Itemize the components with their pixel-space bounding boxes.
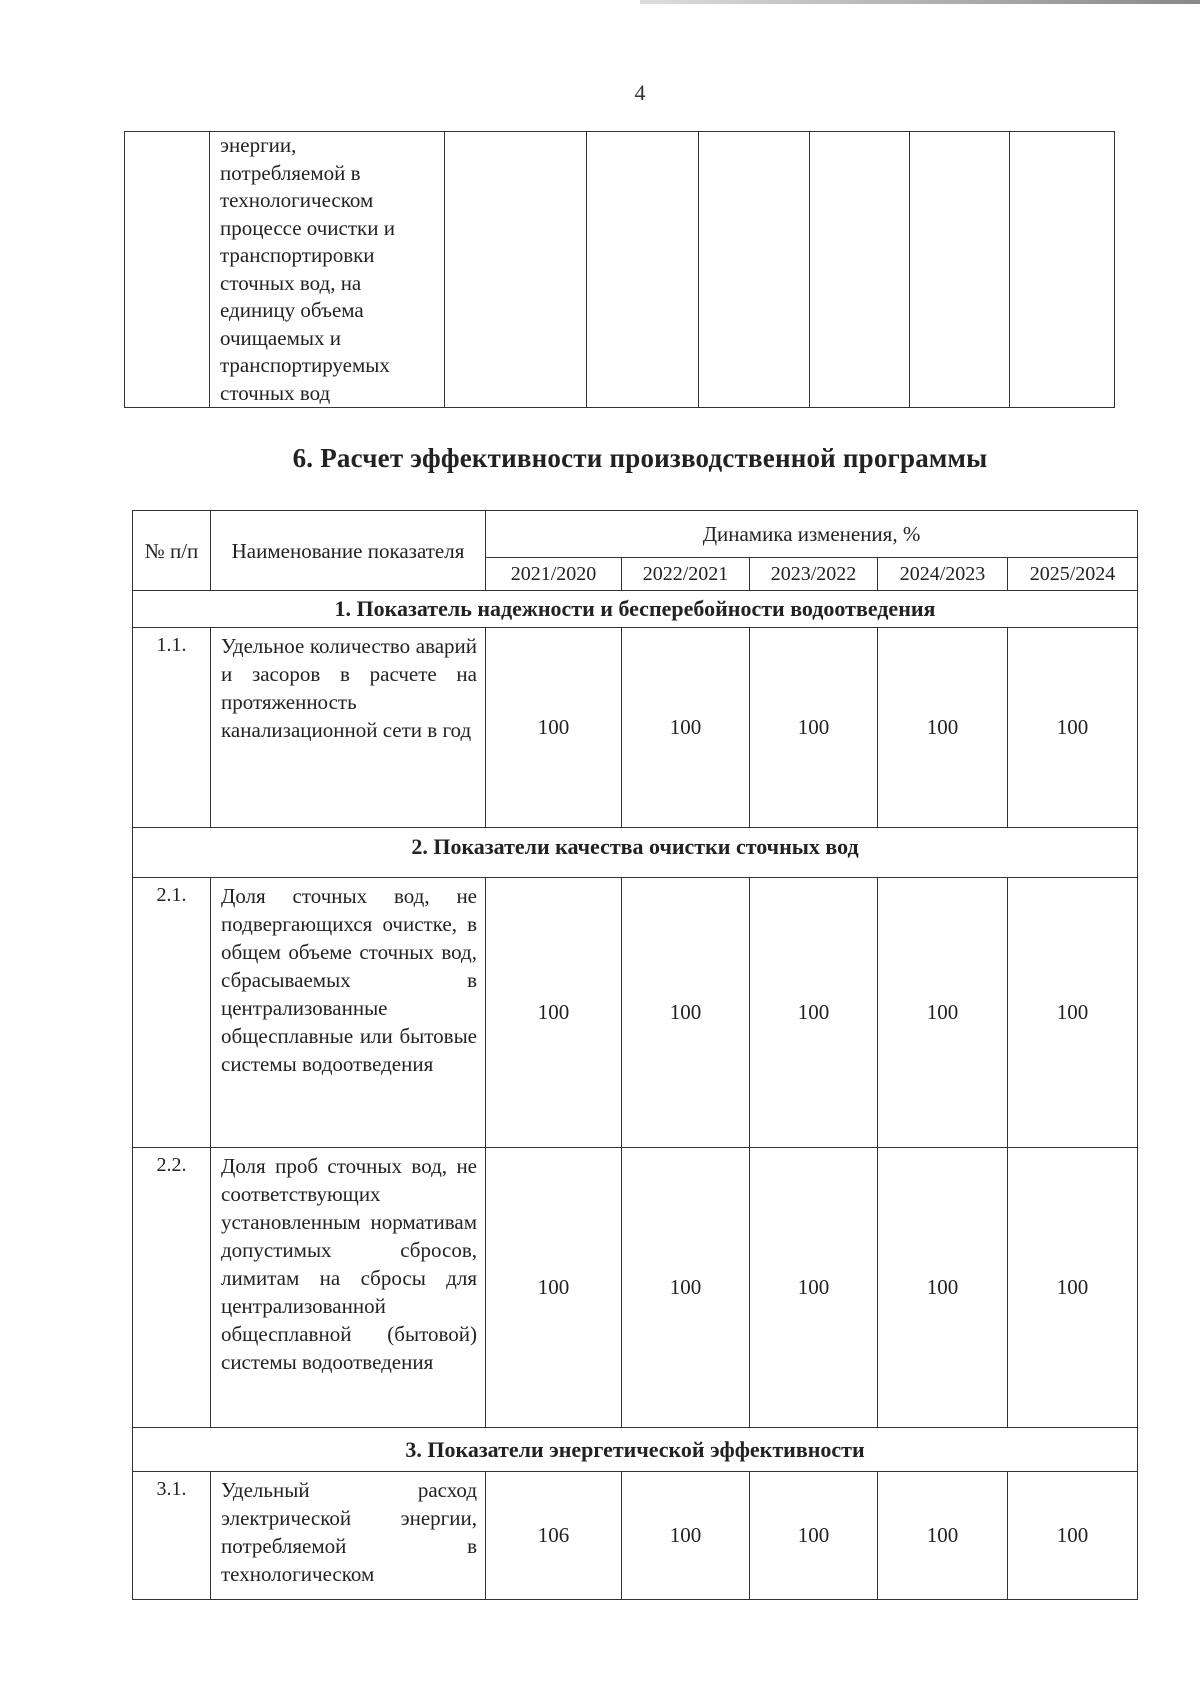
table-row	[133, 1148, 1138, 1428]
section-title: 6. Расчет эффективности производственной программы	[292, 443, 988, 473]
group-title: 1. Показатель надежности и бесперебойности водоотведения	[133, 591, 1138, 628]
carryover-name-line: очищаемых и	[220, 325, 341, 350]
carryover-name-line: транспортировки	[220, 243, 375, 267]
carryover-name-line: транспортируемых	[220, 353, 390, 377]
page-number: 4	[634, 80, 646, 105]
row-value: 100	[1008, 628, 1138, 828]
header-year: 2024/2023	[878, 558, 1008, 591]
row-value: 100	[878, 878, 1008, 1148]
carryover-row	[125, 132, 1115, 408]
group-row	[133, 828, 1138, 878]
carryover-name-line: сточных вод, на	[220, 270, 362, 295]
table-row	[133, 878, 1138, 1148]
row-value: 100	[1008, 1148, 1138, 1428]
row-value: 100	[750, 1148, 878, 1428]
row-value: 100	[622, 1148, 750, 1428]
row-value: 100	[1008, 1472, 1138, 1600]
carryover-name-line: технологическом	[220, 188, 374, 212]
row-value: 106	[486, 1472, 622, 1600]
table-row	[133, 628, 1138, 828]
header-year: 2025/2024	[1008, 558, 1138, 591]
row-value: 100	[750, 878, 878, 1148]
row-num: 2.2.	[133, 1148, 211, 1428]
row-value: 100	[878, 1148, 1008, 1428]
group-title: 2. Показатели качества очистки сточных вод	[133, 828, 1138, 878]
row-value: 100	[622, 1472, 750, 1600]
row-value: 100	[486, 878, 622, 1148]
row-value: 100	[878, 1472, 1008, 1600]
row-value: 100	[878, 628, 1008, 828]
carryover-num-cell	[125, 132, 210, 408]
header-dynamics: Динамика изменения, %	[486, 511, 1138, 558]
header-num: № п/п	[133, 511, 211, 591]
group-row	[133, 1428, 1138, 1472]
row-value: 100	[622, 878, 750, 1148]
carryover-table	[124, 131, 1115, 408]
row-value: 100	[750, 628, 878, 828]
carryover-value-cell	[810, 132, 910, 408]
row-value: 100	[622, 628, 750, 828]
row-name: Доля сточных вод, не подвергающихся очистке, в общем объеме сточных вод, сбрасываемых в централизованные общесплавные или бытовые системы водоотведения	[211, 878, 486, 1148]
row-num: 3.1.	[133, 1472, 211, 1600]
header-year: 2021/2020	[486, 558, 622, 591]
scan-top-edge	[640, 0, 1200, 4]
carryover-value-cell	[1010, 132, 1115, 408]
header-year: 2023/2022	[750, 558, 878, 591]
efficiency-table	[132, 510, 1138, 1600]
header-year: 2022/2021	[622, 558, 750, 591]
row-num: 2.1.	[133, 878, 211, 1148]
header-row	[133, 511, 1138, 558]
carryover-name-line: процессе очистки и	[220, 215, 395, 240]
carryover-value-cell	[587, 132, 699, 408]
carryover-value-cell	[910, 132, 1010, 408]
row-name: Удельное количество аварий и засоров в расчете на протяженность канализационной сети в год	[211, 628, 486, 828]
row-num: 1.1.	[133, 628, 211, 828]
carryover-name-line: единицу объема	[220, 298, 364, 322]
carryover-name-line: сточных вод	[220, 380, 331, 405]
row-value: 100	[1008, 878, 1138, 1148]
group-title: 3. Показатели энергетической эффективности	[133, 1428, 1138, 1472]
group-row	[133, 591, 1138, 628]
carryover-name-line: потребляемой в	[220, 160, 361, 185]
row-name: Удельный расход электрической энергии, потребляемой в технологическом	[211, 1472, 486, 1600]
table-row	[133, 1472, 1138, 1600]
row-value: 100	[486, 628, 622, 828]
carryover-value-cell	[445, 132, 587, 408]
carryover-name-line: энергии,	[220, 133, 297, 157]
row-name: Доля проб сточных вод, не соответствующих установленным нормативам допустимых сбросов, лимитам на сбросы для централизованной общесплавной (бытовой) системы водоотведения	[211, 1148, 486, 1428]
header-name: Наименование показателя	[211, 511, 486, 591]
row-value: 100	[486, 1148, 622, 1428]
carryover-name-cell	[210, 132, 445, 408]
row-value: 100	[750, 1472, 878, 1600]
carryover-value-cell	[699, 132, 810, 408]
